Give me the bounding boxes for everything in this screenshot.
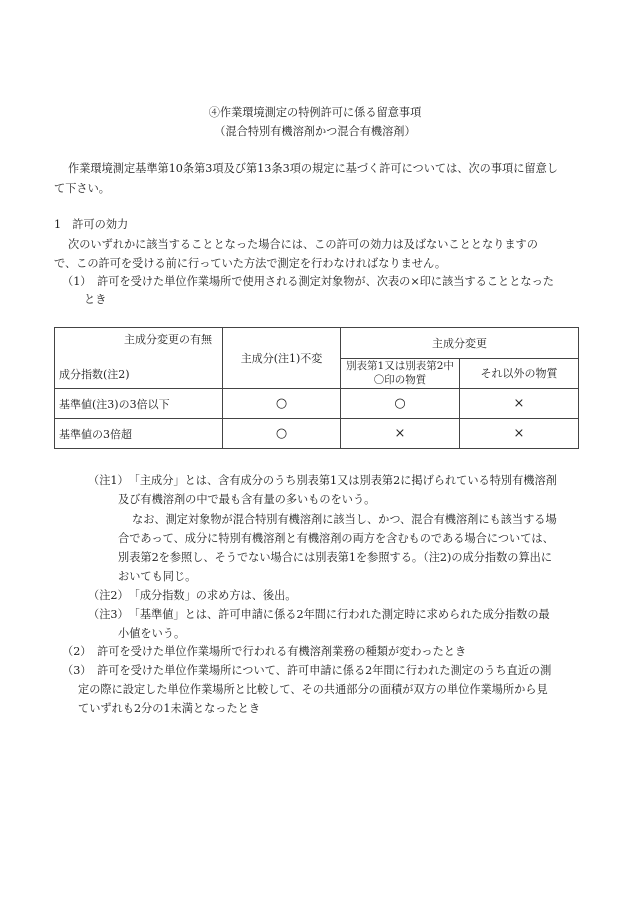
cell-mark: ○ (223, 389, 341, 419)
item2: （2） 許可を受けた単位作業場所で行われる有機溶剤業務の種類が変わったとき (62, 645, 467, 658)
item3-line-2: 定の際に設定した単位作業場所と比較して、その共通部分の面積が双方の単位作業場所から見 (78, 683, 548, 696)
table-corner-header (55, 328, 223, 389)
row-label: 基準値の3倍超 (55, 419, 223, 449)
section1-body-1: 次のいずれかに該当することとなった場合には、この許可の効力は及ばないこととなりますの (68, 238, 538, 251)
cell-mark: ○ (223, 419, 341, 449)
note1-line-5: 別表第2を参照し、そうでない場合には別表第1を参照する。（注2)の成分指数の算出に (118, 551, 553, 564)
subheader-other: それ以外の物質 (460, 358, 579, 389)
note1-line-1: （注1） 「主成分」とは、含有成分のうち別表第1又は別表第2に掲げられている特別有機溶剤 (88, 474, 557, 487)
note3-line-1: （注3） 「基準値」とは、許可申請に係る2年間に行われた測定時に求められた成分指数の最 (88, 608, 550, 621)
header-changed: 主成分変更 (341, 328, 579, 359)
item1-line-1: （1） 許可を受けた単位作業場所で使用される測定対象物が、次表の×印に該当することとなった (62, 275, 554, 288)
cell-mark: × (460, 389, 579, 419)
note1-line-4: 合であって、成分に特別有機溶剤と有機溶剤の両方を含むものである場合については、 (118, 532, 554, 545)
note1-line-2: 及び有機溶剤の中で最も含有量の多いものをいう。 (118, 493, 376, 506)
cell-mark: × (341, 419, 460, 449)
cell-mark: × (460, 419, 579, 449)
row-label: 基準値(注3)の3倍以下 (55, 389, 223, 419)
item3-line-3: ていずれも2分の1未満となったとき (78, 702, 261, 715)
note1-line-3: なお、測定対象物が混合特別有機溶剤に該当し、かつ、混合有機溶剤にも該当する場 (132, 513, 557, 526)
note3-line-2: 小値をいう。 (118, 627, 186, 640)
header-unchanged: 主成分(注1)不変 (223, 328, 341, 389)
note2: （注2） 「成分指数」の求め方は、後出。 (88, 589, 297, 602)
section1-heading: 1 許可の効力 (54, 218, 129, 231)
cell-mark: ○ (341, 389, 460, 419)
intro-line-2: て下さい。 (54, 182, 110, 195)
header-change-presence: 主成分変更の有無 (124, 333, 212, 346)
header-component-index: 成分指数(注2) (59, 368, 130, 381)
table-row (55, 419, 579, 449)
item1-line-2: とき (84, 293, 107, 306)
section1-body-2: で、この許可を受ける前に行っていた方法で測定を行わなければなりません。 (54, 257, 447, 270)
criteria-table (54, 327, 579, 449)
subheader-listed: 別表第1又は別表第2中〇印の物質 (341, 358, 460, 389)
page-title: ④作業環境測定の特例許可に係る留意事項 (208, 106, 422, 119)
page-subtitle: （混合特別有機溶剤かつ混合有機溶剤） (214, 125, 416, 138)
table-row (55, 389, 579, 419)
item3-line-1: （3） 許可を受けた単位作業場所について、許可申請に係る2年間に行われた測定のうち直近の測 (62, 664, 552, 677)
note1-line-6: おいても同じ。 (118, 570, 197, 583)
intro-line-1: 作業環境測定基準第10条第3項及び第13条3項の規定に基づく許可については、次の事項に留意し (68, 162, 558, 175)
